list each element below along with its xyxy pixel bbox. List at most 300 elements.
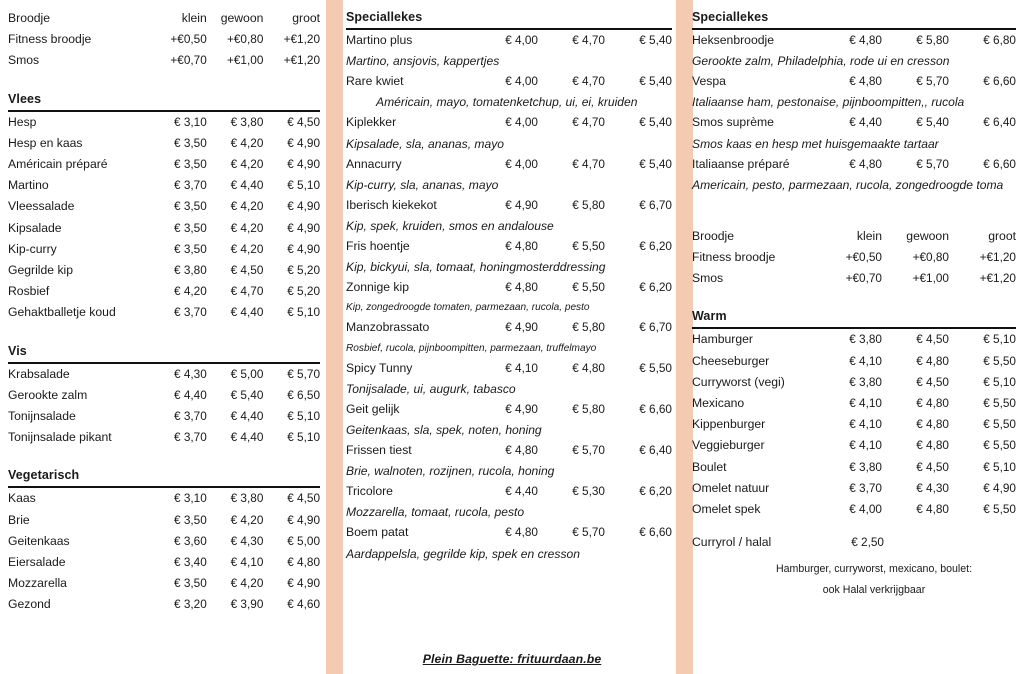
item-name: Frissen tiest: [346, 443, 412, 458]
price-gewoon: € 4,30: [916, 480, 949, 495]
table-header-row: [692, 226, 1016, 247]
table-row: [8, 406, 320, 427]
table-row: [8, 594, 320, 615]
halal-note-line-2: ook Halal verkrijgbaar: [822, 584, 926, 597]
price-groot: € 5,50: [983, 438, 1016, 453]
section-speciallekes-right: [692, 8, 1016, 195]
section-title-vegetarisch: Vegetarisch: [8, 466, 320, 488]
item-name: Tonijnsalade: [8, 409, 76, 424]
item-name: Italiaanse préparé: [692, 156, 790, 171]
table-row: [692, 457, 1016, 478]
price-groot: € 5,40: [639, 156, 672, 171]
table-row: [8, 531, 320, 552]
item-name: Kiplekker: [346, 115, 397, 130]
item-name: Brie: [8, 512, 30, 527]
price-groot: € 4,50: [287, 491, 321, 506]
footer: [0, 650, 1024, 668]
price-groot: € 6,80: [983, 33, 1016, 47]
table-row: [692, 351, 1016, 372]
price-groot: € 5,20: [287, 284, 321, 299]
item-name: Mozzarella: [8, 576, 67, 591]
item-name: Curryrol / halal: [692, 535, 772, 550]
price-klein: +€0,70: [170, 53, 207, 68]
item-description: Americain, pesto, parmezaan, rucola, zongedroogde toma: [692, 177, 1004, 192]
price-gewoon: € 4,70: [572, 115, 605, 130]
price-gewoon: € 4,80: [916, 502, 949, 517]
price-groot: € 6,60: [639, 401, 672, 416]
col-header-broodje: Broodje: [8, 11, 51, 25]
price-klein: € 4,80: [505, 280, 538, 295]
table-row: [692, 30, 1016, 51]
price-klein: € 3,70: [173, 409, 207, 424]
item-name: Smos suprème: [692, 115, 774, 130]
price-gewoon: € 4,20: [230, 241, 264, 256]
price-gewoon: € 4,70: [572, 74, 605, 89]
item-name: Kippenburger: [692, 417, 766, 432]
price-groot: € 6,60: [983, 156, 1016, 171]
column-divider-left: [326, 0, 343, 674]
item-name: Annacurry: [346, 156, 402, 171]
price-gewoon: € 5,70: [916, 156, 949, 171]
table-row: [8, 29, 320, 50]
price-groot: € 5,40: [639, 33, 672, 47]
item-name: Geitenkaas: [8, 533, 70, 548]
price-groot: € 4,50: [287, 114, 321, 129]
price-groot: € 6,40: [983, 115, 1016, 130]
price-groot: € 4,60: [287, 597, 321, 612]
price-gewoon: € 4,30: [230, 533, 264, 548]
spacer: [692, 195, 1016, 214]
price-groot: € 4,90: [983, 480, 1016, 495]
price-groot: +€1,20: [979, 271, 1016, 286]
item-description: Smos kaas en hesp met huisgemaakte tartaar: [692, 136, 939, 151]
table-row: [692, 268, 1016, 289]
price-groot: € 6,20: [639, 484, 672, 499]
price-klein: +€0,50: [845, 250, 882, 265]
section-speciallekes-middle: [346, 8, 672, 564]
item-name: Gerookte zalm: [8, 387, 88, 402]
price-gewoon: € 4,40: [230, 430, 264, 445]
item-name: Rosbief: [8, 284, 50, 299]
table-row: [346, 522, 672, 543]
item-description: Gerookte zalm, Philadelphia, rode ui en cresson: [692, 54, 950, 69]
price-klein: € 3,50: [173, 241, 207, 256]
table-row: [346, 112, 672, 133]
price-gewoon: € 3,80: [230, 491, 264, 506]
section-vis: [8, 342, 320, 449]
price-gewoon: € 4,40: [230, 305, 264, 320]
item-description: Italiaanse ham, pestonaise, pijnboompitten,, rucola: [692, 95, 965, 110]
table-row: [346, 30, 672, 51]
table-row: [8, 239, 320, 260]
price-gewoon: € 4,20: [230, 199, 264, 214]
column-middle: [346, 0, 672, 564]
price-klein: € 4,40: [849, 115, 882, 130]
item-name: Curryworst (vegi): [692, 374, 785, 389]
price-gewoon: € 5,80: [572, 197, 605, 212]
table-row: [8, 260, 320, 281]
column-left: [8, 0, 320, 616]
table-row: [346, 236, 672, 257]
table-row: [8, 218, 320, 239]
price-gewoon: € 4,80: [916, 438, 949, 453]
price-gewoon: € 4,40: [230, 409, 264, 424]
price-klein: +€0,70: [845, 271, 882, 286]
price-klein: € 4,10: [849, 396, 882, 411]
col-header-groot: groot: [988, 228, 1016, 243]
table-row: [8, 302, 320, 323]
price-gewoon: € 3,90: [230, 597, 264, 612]
section-title-speciallekes: Speciallekes: [692, 8, 1016, 30]
price-groot: € 6,60: [639, 525, 672, 540]
price-groot: € 5,50: [639, 360, 672, 375]
price-groot: € 6,60: [983, 74, 1016, 89]
table-row: [692, 247, 1016, 268]
price-groot: € 4,90: [287, 157, 321, 172]
item-name: Kaas: [8, 491, 36, 506]
table-row: [692, 71, 1016, 92]
price-groot: € 5,40: [639, 115, 672, 130]
price-groot: € 5,10: [983, 332, 1016, 347]
price-klein: € 3,50: [173, 199, 207, 214]
item-name: Smos: [8, 53, 40, 68]
item-name: Cheeseburger: [692, 353, 770, 368]
price-gewoon: € 4,20: [230, 220, 264, 235]
price-groot: € 5,50: [983, 417, 1016, 432]
item-description: Aardappelsla, gegrilde kip, spek en cresson: [346, 546, 580, 561]
price-klein: € 4,80: [849, 74, 882, 89]
price-gewoon: € 5,50: [572, 239, 605, 254]
item-name: Omelet natuur: [692, 480, 770, 495]
item-name: Omelet spek: [692, 502, 761, 517]
item-name: Rare kwiet: [346, 74, 404, 89]
item-name: Américain préparé: [8, 157, 108, 172]
item-name: Martino: [8, 178, 49, 193]
table-row: [8, 281, 320, 302]
price-klein: € 4,40: [505, 484, 538, 499]
item-name: Boem patat: [346, 525, 409, 540]
price-gewoon: € 5,80: [572, 320, 605, 335]
price-gewoon: € 4,40: [230, 178, 264, 193]
item-name: Boulet: [692, 459, 727, 474]
table-row: [346, 317, 672, 338]
item-name: Mexicano: [692, 396, 745, 411]
price-gewoon: € 4,80: [572, 360, 605, 375]
table-header-row: [8, 8, 320, 29]
table-row: [692, 393, 1016, 414]
left-supplements-table: [8, 8, 320, 72]
item-description: Kip, spek, kruiden, smos en andalouse: [346, 219, 554, 234]
price-klein: € 3,20: [173, 597, 207, 612]
price-groot: € 4,90: [287, 512, 321, 527]
price-groot: +€1,20: [283, 32, 321, 47]
table-row: [346, 277, 672, 298]
table-row: [346, 195, 672, 216]
price-gewoon: € 5,70: [916, 74, 949, 89]
price-groot: € 5,70: [287, 366, 321, 381]
price-klein: € 3,70: [173, 178, 207, 193]
price-groot: € 5,50: [983, 396, 1016, 411]
price-gewoon: € 4,80: [916, 396, 949, 411]
price-klein: € 4,10: [849, 353, 882, 368]
col-header-gewoon: gewoon: [906, 228, 949, 243]
item-name: Tonijnsalade pikant: [8, 430, 112, 445]
price-groot: € 5,10: [287, 430, 321, 445]
item-name: Hesp en kaas: [8, 135, 83, 150]
price-groot: € 5,00: [287, 533, 321, 548]
price-klein: € 3,50: [173, 512, 207, 527]
section-title-vlees: Vlees: [8, 90, 320, 112]
table-row: [8, 552, 320, 573]
price-klein: € 3,70: [173, 305, 207, 320]
item-description: Kip, zongedroogde tomaten, parmezaan, rucola, pesto: [346, 302, 590, 314]
item-name: Kipsalade: [8, 220, 62, 235]
price-gewoon: +€1,00: [912, 271, 949, 286]
table-row: [692, 435, 1016, 456]
section-curryrol: [692, 532, 1016, 601]
item-name: Iberisch kiekekot: [346, 197, 437, 212]
table-row: [8, 112, 320, 133]
table-row: [346, 358, 672, 379]
col-header-broodje: Broodje: [692, 228, 735, 243]
price-klein: € 3,60: [173, 533, 207, 548]
section-vegetarisch: [8, 466, 320, 615]
table-row: [692, 414, 1016, 435]
item-name: Krabsalade: [8, 366, 70, 381]
col-header-groot: groot: [292, 11, 321, 25]
table-row: [692, 372, 1016, 393]
table-row: [346, 71, 672, 92]
price-klein: € 3,50: [173, 576, 207, 591]
item-description: Mozzarella, tomaat, rucola, pesto: [346, 505, 525, 520]
price-gewoon: € 5,80: [916, 33, 949, 47]
item-name: Eiersalade: [8, 555, 66, 570]
item-name: Hesp: [8, 114, 37, 129]
table-row: [8, 364, 320, 385]
price-gewoon: € 4,20: [230, 576, 264, 591]
price-klein: € 3,80: [849, 374, 882, 389]
section-title-speciallekes: Speciallekes: [346, 8, 672, 30]
item-name: Vespa: [692, 74, 726, 89]
price-klein: € 4,00: [505, 115, 538, 130]
item-name: Heksenbroodje: [692, 33, 774, 47]
table-row: [8, 573, 320, 594]
price-groot: € 5,50: [983, 353, 1016, 368]
col-header-gewoon: gewoon: [220, 11, 264, 25]
price-groot: € 5,50: [983, 502, 1016, 517]
table-row: [8, 488, 320, 509]
right-supplements-table: [692, 226, 1016, 290]
price-gewoon: € 4,80: [916, 353, 949, 368]
price-gewoon: € 4,70: [572, 156, 605, 171]
spacer: [692, 214, 1016, 226]
price-gewoon: € 5,40: [230, 387, 264, 402]
section-vlees: [8, 90, 320, 324]
table-row: [346, 440, 672, 461]
table-row: [346, 154, 672, 175]
table-row: [8, 510, 320, 531]
price-gewoon: € 4,70: [230, 284, 264, 299]
section-title-vis: Vis: [8, 342, 320, 364]
price-gewoon: € 5,30: [572, 484, 605, 499]
table-row: [692, 478, 1016, 499]
price-groot: € 5,40: [639, 74, 672, 89]
col-header-klein: klein: [181, 11, 207, 25]
item-name: Hamburger: [692, 332, 753, 347]
price-klein: € 4,00: [849, 502, 882, 517]
item-name: Fris hoentje: [346, 239, 410, 254]
item-description: Geitenkaas, sla, spek, noten, honing: [346, 423, 542, 438]
price-klein: € 4,90: [505, 401, 538, 416]
column-divider-right: [676, 0, 693, 674]
price-klein: € 4,80: [849, 33, 882, 47]
price-klein: € 3,40: [173, 555, 207, 570]
price-klein: € 4,00: [505, 74, 538, 89]
item-description: Kip, bickyui, sla, tomaat, honingmosterddressing: [346, 260, 606, 275]
table-row: [8, 133, 320, 154]
table-row: [8, 50, 320, 71]
item-name: Smos: [692, 271, 724, 286]
price-gewoon: € 5,50: [572, 280, 605, 295]
col-header-klein: klein: [856, 228, 882, 243]
price-gewoon: € 5,70: [572, 525, 605, 540]
price-curryrol: € 2,50: [851, 535, 884, 550]
item-name: Veggieburger: [692, 438, 765, 453]
price-klein: € 4,30: [173, 366, 207, 381]
table-row: [692, 329, 1016, 350]
price-groot: € 6,20: [639, 239, 672, 254]
price-klein: € 3,70: [849, 480, 882, 495]
price-klein: € 3,70: [173, 430, 207, 445]
item-description: Rosbief, rucola, pijnboompitten, parmezaan, truffelmayo: [346, 342, 597, 354]
table-row: [8, 175, 320, 196]
price-klein: € 4,90: [505, 320, 538, 335]
price-klein: € 4,00: [505, 33, 538, 47]
price-gewoon: € 5,80: [572, 401, 605, 416]
price-klein: € 4,80: [505, 525, 538, 540]
price-klein: € 3,80: [849, 332, 882, 347]
price-groot: € 5,10: [983, 374, 1016, 389]
table-row: [346, 399, 672, 420]
table-row: [692, 154, 1016, 175]
price-gewoon: € 4,50: [230, 263, 264, 278]
item-description: Américain, mayo, tomatenketchup, ui, ei, kruiden: [376, 95, 638, 110]
table-row: [8, 385, 320, 406]
price-groot: € 6,50: [287, 387, 321, 402]
item-name: Fitness broodje: [8, 32, 92, 47]
price-klein: € 4,00: [505, 156, 538, 171]
section-warm: [692, 307, 1016, 520]
item-description: Brie, walnoten, rozijnen, rucola, honing: [346, 464, 555, 479]
price-klein: € 3,10: [173, 114, 207, 129]
spacer: [692, 520, 1016, 532]
price-klein: € 4,90: [505, 197, 538, 212]
item-name: Kip-curry: [8, 241, 57, 256]
price-klein: € 4,10: [849, 438, 882, 453]
price-klein: € 3,50: [173, 220, 207, 235]
price-groot: € 6,20: [639, 280, 672, 295]
price-gewoon: € 4,70: [572, 33, 605, 47]
price-klein: € 3,80: [849, 459, 882, 474]
footer-website-text[interactable]: Plein Baguette: frituurdaan.be: [422, 652, 602, 666]
price-gewoon: +€0,80: [226, 32, 264, 47]
item-description: Kipsalade, sla, ananas, mayo: [346, 136, 504, 151]
price-gewoon: € 4,20: [230, 135, 264, 150]
price-groot: +€1,20: [979, 250, 1016, 265]
price-klein: € 3,50: [173, 135, 207, 150]
price-groot: € 4,90: [287, 576, 321, 591]
price-klein: € 4,80: [505, 443, 538, 458]
price-gewoon: € 5,40: [916, 115, 949, 130]
item-name: Gezond: [8, 597, 51, 612]
table-row: [8, 196, 320, 217]
section-title-warm: Warm: [692, 307, 1016, 329]
item-name: Martino plus: [346, 33, 413, 47]
price-gewoon: € 4,50: [916, 459, 949, 474]
table-row: [692, 112, 1016, 133]
price-klein: +€0,50: [170, 32, 207, 47]
price-klein: € 4,20: [173, 284, 207, 299]
price-groot: € 4,90: [287, 199, 321, 214]
price-groot: € 5,20: [287, 263, 321, 278]
item-name: Spicy Tunny: [346, 360, 413, 375]
price-gewoon: € 4,20: [230, 157, 264, 172]
halal-note-line-1: Hamburger, curryworst, mexicano, boulet:: [775, 563, 973, 576]
price-groot: € 4,90: [287, 220, 321, 235]
price-groot: € 4,80: [287, 555, 321, 570]
price-gewoon: € 4,50: [916, 374, 949, 389]
price-gewoon: +€0,80: [912, 250, 949, 265]
price-groot: € 5,10: [287, 178, 321, 193]
item-name: Fitness broodje: [692, 250, 776, 265]
table-row: [8, 154, 320, 175]
price-klein: € 3,50: [173, 157, 207, 172]
price-groot: +€1,20: [283, 53, 321, 68]
price-gewoon: € 4,80: [916, 417, 949, 432]
price-groot: € 6,40: [639, 443, 672, 458]
table-row: [346, 481, 672, 502]
price-klein: € 4,10: [849, 417, 882, 432]
price-klein: € 3,10: [173, 491, 207, 506]
table-row: [692, 532, 1016, 553]
item-description: Tonijsalade, ui, augurk, tabasco: [346, 381, 516, 396]
price-groot: € 6,70: [639, 320, 672, 335]
column-right: [692, 0, 1016, 601]
item-name: Zonnige kip: [346, 280, 410, 295]
item-description: Kip-curry, sla, ananas, mayo: [346, 177, 499, 192]
price-klein: € 3,80: [173, 263, 207, 278]
price-groot: € 6,70: [639, 197, 672, 212]
table-row: [8, 427, 320, 448]
item-name: Tricolore: [346, 484, 393, 499]
price-groot: € 4,90: [287, 241, 321, 256]
price-groot: € 5,10: [287, 305, 321, 320]
price-groot: € 5,10: [983, 459, 1016, 474]
price-gewoon: € 3,80: [230, 114, 264, 129]
price-gewoon: € 5,00: [230, 366, 264, 381]
item-name: Vleessalade: [8, 199, 75, 214]
price-gewoon: € 4,10: [230, 555, 264, 570]
price-klein: € 4,10: [505, 360, 538, 375]
price-groot: € 4,90: [287, 135, 321, 150]
table-row: [692, 499, 1016, 520]
item-name: Geit gelijk: [346, 401, 400, 416]
price-klein: € 4,40: [173, 387, 207, 402]
price-gewoon: € 5,70: [572, 443, 605, 458]
item-name: Gegrilde kip: [8, 263, 74, 278]
item-description: Martino, ansjovis, kappertjes: [346, 54, 500, 69]
price-klein: € 4,80: [505, 239, 538, 254]
